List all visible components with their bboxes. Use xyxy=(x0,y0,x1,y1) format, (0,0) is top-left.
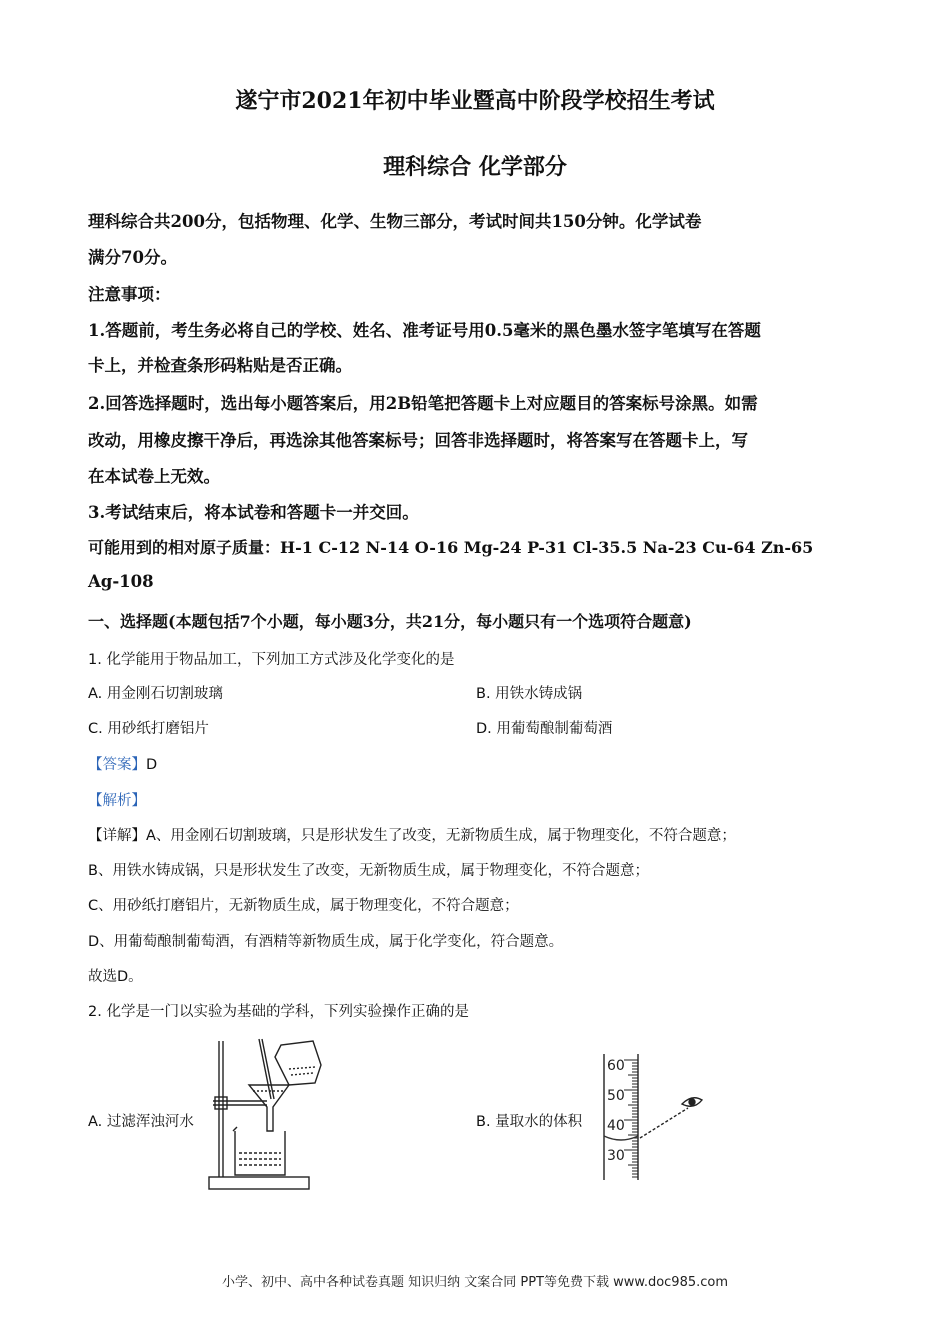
exam-subtitle: 理科综合 化学部分 xyxy=(383,154,567,180)
q1-detail-c: C、用砂纸打磨铝片，无新物质生成，属于物理变化，不符合题意； xyxy=(88,898,519,914)
note-1-line-1: 1.答题前，考生务必将自己的学校、姓名、准考证号用0.5毫米的黑色墨水签字笔填写在答题 xyxy=(88,321,761,340)
q1-option-c: C. 用砂纸打磨铝片 xyxy=(88,721,209,737)
q1-option-b: B. 用铁水铸成锅 xyxy=(476,686,583,702)
cylinder-tick-label: 60 xyxy=(607,1058,625,1074)
q1-stem: 1. 化学能用于物品加工，下列加工方式涉及化学变化的是 xyxy=(88,652,455,668)
q1-option-a: A. 用金刚石切割玻璃 xyxy=(88,686,223,702)
intro-line-1: 理科综合共200分，包括物理、化学、生物三部分，考试时间共150分钟。化学试卷 xyxy=(88,212,702,231)
q1-answer xyxy=(88,753,157,774)
atomic-mass-line-1: 可能用到的相对原子质量：H-1 C-12 N-14 O-16 Mg-24 P-31 Cl-35.5 Na-23 Cu-64 Zn-65 xyxy=(88,538,814,557)
note-1-line-2: 卡上，并检查条形码粘贴是否正确。 xyxy=(88,356,352,375)
note-2-line-2: 改动，用橡皮擦干净后，再选涂其他答案标号；回答非选择题时，将答案写在答题卡上，写 xyxy=(88,431,748,450)
q1-conclusion: 故选D。 xyxy=(88,969,143,985)
exam-title: 遂宁市2021年初中毕业暨高中阶段学校招生考试 xyxy=(235,88,715,114)
atomic-mass-line-2: Ag-108 xyxy=(88,572,154,591)
q2-stem: 2. 化学是一门以实验为基础的学科，下列实验操作正确的是 xyxy=(88,1004,469,1020)
cylinder-tick-label: 40 xyxy=(607,1118,625,1134)
note-2-line-3: 在本试卷上无效。 xyxy=(88,467,220,486)
q1-option-d: D. 用葡萄酿制葡萄酒 xyxy=(476,721,613,737)
q2-option-a: A. 过滤浑浊河水 xyxy=(88,1114,194,1130)
filtration-apparatus-icon xyxy=(205,1035,335,1193)
intro-line-2: 满分70分。 xyxy=(88,248,177,267)
page-footer: 小学、初中、高中各种试卷真题 知识归纳 文案合同 PPT等免费下载 www.doc985.com xyxy=(221,1275,729,1290)
detail-a-text: A、用金刚石切割玻璃，只是形状发生了改变，无新物质生成，属于物理变化，不符合题意； xyxy=(146,828,736,844)
q1-detail-d: D、用葡萄酿制葡萄酒，有酒精等新物质生成，属于化学变化，符合题意。 xyxy=(88,934,564,950)
section-1-heading: 一、选择题(本题包括7个小题，每小题3分，共21分，每小题只有一个选项符合题意) xyxy=(88,612,692,631)
note-3: 3.考试结束后，将本试卷和答题卡一并交回。 xyxy=(88,503,419,522)
q1-detail-b: B、用铁水铸成锅，只是形状发生了改变，无新物质生成，属于物理变化，不符合题意； xyxy=(88,863,649,879)
note-2-line-1: 2.回答选择题时，选出每小题答案后，用2B铅笔把答题卡上对应题目的答案标号涂黑。如需 xyxy=(88,394,758,413)
notes-heading: 注意事项： xyxy=(88,285,171,304)
q2-option-b: B. 量取水的体积 xyxy=(476,1114,583,1130)
answer-tag: 【答案】 xyxy=(88,757,146,773)
cylinder-tick-label: 50 xyxy=(607,1088,625,1104)
graduated-cylinder-icon xyxy=(596,1050,716,1184)
detail-tag: 【详解】 xyxy=(88,828,146,844)
analysis-tag: 【解析】 xyxy=(88,793,146,809)
q1-detail-a xyxy=(88,824,736,845)
cylinder-tick-label: 30 xyxy=(607,1148,625,1164)
answer-value: D xyxy=(146,757,158,773)
